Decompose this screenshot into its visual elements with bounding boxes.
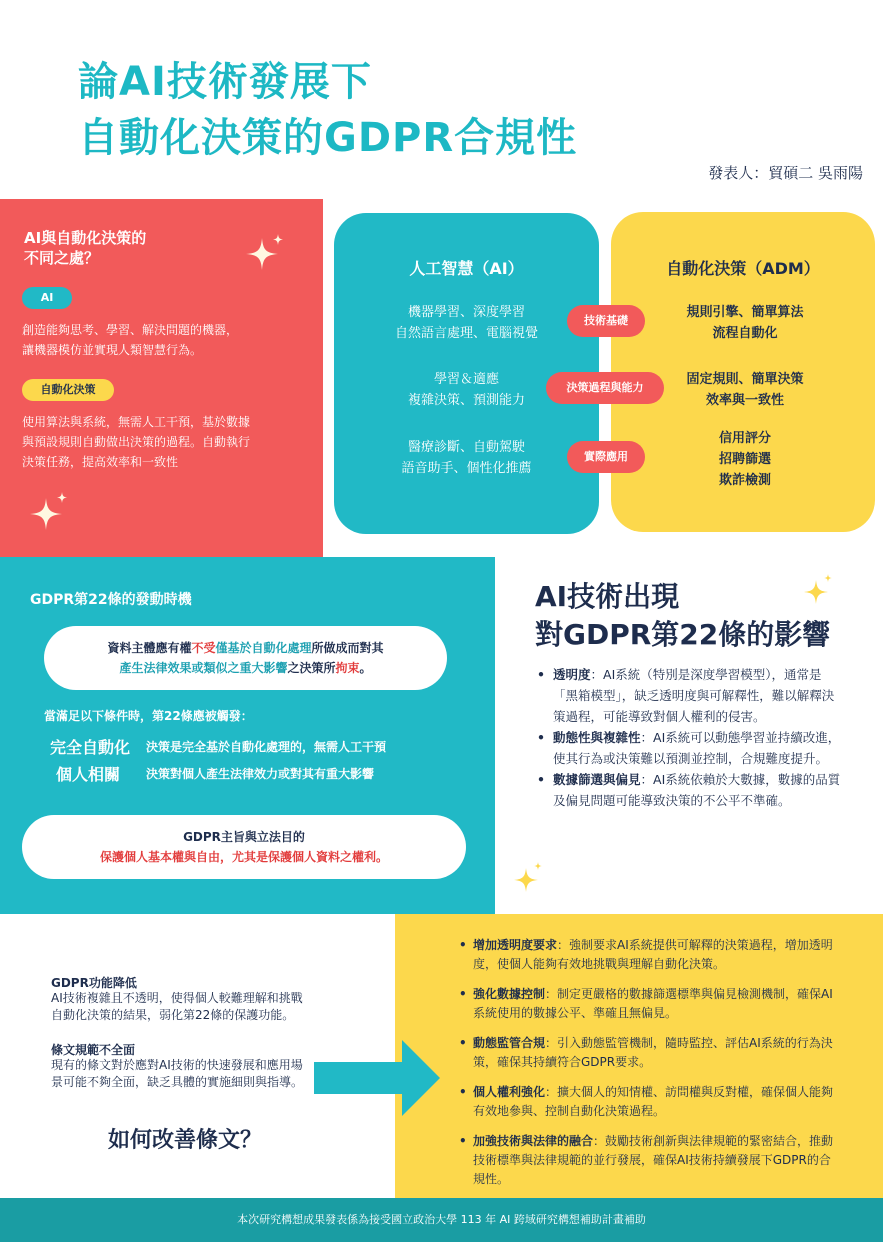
- presenter: 發表人：貿碩二 吳雨陽: [708, 164, 863, 182]
- impact-text: ：AI系統依賴於大數據，數據的品質及偏見問題可能導致決策的不公平不準確。: [553, 772, 841, 808]
- differences-heading: AI與自動化決策的 不同之處？: [24, 229, 147, 267]
- impact-item: [537, 664, 842, 727]
- issue-text: AI技術複雜且不透明，使得個人較難理解和挑戰 自動化決策的結果，弱化第22條的保護功能。: [51, 991, 303, 1022]
- adm-definition: 使用算法與系統，無需人工干預，基於數據 與預設規則自動做出決策的過程。自動執行 決策任務，提高效率和一致性: [22, 415, 251, 469]
- solution-text: ：制定更嚴格的數據篩選標準與偏見檢測機制，確保AI系統使用的數據公平、準確且無偏見。: [473, 987, 833, 1020]
- ai-item-tech: 機器學習、深度學習 自然語言處理、電腦視覺: [394, 305, 538, 341]
- gdpr22-right-statement: [44, 626, 447, 690]
- statement-text: 所做成而對其: [311, 641, 384, 655]
- improve-title: 如何改善條文？: [108, 1128, 263, 1153]
- condition-desc: 決策對個人產生法律效力或對其有重大影響: [146, 767, 375, 781]
- solution-label: 加強技術與法律的融合: [473, 1134, 594, 1148]
- condition-term: 完全自動化: [49, 738, 130, 757]
- adm-item-tech: 規則引擎、簡單算法 流程自動化: [686, 305, 804, 341]
- statement-text: 之決策所: [287, 661, 336, 675]
- impact-label: 數據篩選與偏見: [553, 772, 641, 787]
- ai-label-pill: AI: [22, 287, 72, 309]
- gdpr22-heading: GDPR第22條的發動時機: [30, 592, 192, 608]
- solution-text: ：強制要求AI系統提供可解釋的決策過程，增加透明度，使個人能夠有效地挑戰與理解自動化決策。: [473, 938, 833, 971]
- solution-label: 強化數據控制: [473, 987, 546, 1001]
- impact-text: ：AI系統可以動態學習並持續改進，使其行為或決策難以預測並控制，合規難度提升。: [553, 730, 841, 766]
- solution-item: [459, 1034, 839, 1072]
- impact-list: [537, 664, 842, 811]
- title-line-2: 自動化決策的GDPR合規性: [78, 115, 578, 161]
- impact-label: 透明度: [553, 667, 591, 682]
- solution-label: 增加透明度要求: [473, 938, 558, 952]
- adm-box-title: 自動化決策（ADM）: [666, 259, 820, 278]
- statement-highlight: 自動化處理: [251, 641, 312, 655]
- solution-text: ：引入動態監管機制，隨時監控、評估AI系統的行為決策，確保其持續符合GDPR要求。: [473, 1036, 833, 1069]
- gdpr-purpose: [22, 815, 466, 879]
- footer: 本次研究構想成果發表係為接受國立政治大學 113 年 AI 跨域研究構想補助計畫補助: [0, 1198, 883, 1242]
- statement-highlight: 僅基於: [215, 641, 252, 655]
- sparkle-icon: [30, 490, 72, 532]
- impact-title: AI技術出現 對GDPR第22條的影響: [535, 580, 831, 651]
- ai-item-decision: 學習＆適應 複雜決策、預測能力: [407, 372, 525, 408]
- impact-label: 動態性與複雜性: [553, 730, 641, 745]
- issue-title: 條文規範不全面: [51, 1043, 136, 1057]
- title-line-1: 論AI技術發展下: [78, 59, 372, 105]
- issue-title: GDPR功能降低: [51, 976, 137, 990]
- page-title: [78, 54, 577, 166]
- solutions-list: [459, 936, 839, 1200]
- purpose-title: GDPR主旨與立法目的: [183, 830, 305, 844]
- adm-item-application: 信用評分 招聘篩選 欺詐檢測: [718, 431, 771, 488]
- solution-text: ：鼓勵技術創新與法律規範的緊密結合，推動技術標準與法律規範的並行發展，確保AI技術持續發展下GDPR的合規性。: [473, 1134, 834, 1186]
- solution-label: 動態監管合規: [473, 1036, 546, 1050]
- solution-label: 個人權利強化: [473, 1085, 546, 1099]
- issue-text: 現有的條文對於應對AI技術的快速發展和應用場 景可能不夠全面，缺乏具體的實施細則與指導。: [51, 1058, 304, 1089]
- statement-highlight: 拘束: [335, 661, 360, 675]
- impact-text: ：AI系統（特別是深度學習模型），通常是「黑箱模型」，缺乏透明度與可解釋性，難以解釋決策過程，可能導致對個人權利的侵害。: [553, 667, 835, 724]
- connector-decision-process: 決策過程與能力: [546, 372, 664, 404]
- statement-text: 資料主體應有權: [107, 641, 192, 655]
- solution-item: [459, 985, 839, 1023]
- ai-box-title: 人工智慧（AI）: [409, 259, 524, 278]
- statement-highlight: 產生法律效果或類似之重大影響: [119, 661, 288, 675]
- statement-highlight: 不受: [191, 641, 216, 655]
- solution-item: [459, 1132, 839, 1189]
- adm-item-decision: 固定規則、簡單決策 效率與一致性: [686, 372, 804, 408]
- adm-label-pill: 自動化決策: [22, 379, 114, 401]
- condition-desc: 決策是完全基於自動化處理的，無需人工干預: [146, 740, 387, 754]
- statement-text: 。: [359, 661, 372, 675]
- connector-tech-basis: 技術基礎: [567, 305, 645, 337]
- solution-text: ：擴大個人的知情權、訪問權與反對權，確保個人能夠有效地參與、控制自動化決策過程。: [473, 1085, 834, 1118]
- solution-item: [459, 1083, 839, 1121]
- conditions-intro: 當滿足以下條件時，第22條應被觸發：: [44, 709, 253, 723]
- sparkle-icon: [514, 862, 544, 894]
- connector-application: 實際應用: [567, 441, 645, 473]
- purpose-text: 保護個人基本權與自由，尤其是保護個人資料之權利。: [99, 850, 388, 864]
- sparkle-icon: [244, 232, 286, 274]
- ai-item-application: 醫療診斷、自動駕駛 語音助手、個性化推薦: [401, 440, 532, 476]
- solution-item: [459, 936, 839, 974]
- ai-definition: 創造能夠思考、學習、解決問題的機器， 讓機器模仿並實現人類智慧行為。: [22, 323, 239, 357]
- sparkle-icon: [804, 574, 834, 606]
- impact-item: [537, 769, 842, 811]
- condition-term: 個人相關: [55, 765, 120, 784]
- arrow-right-icon: [314, 1040, 440, 1116]
- impact-item: [537, 727, 842, 769]
